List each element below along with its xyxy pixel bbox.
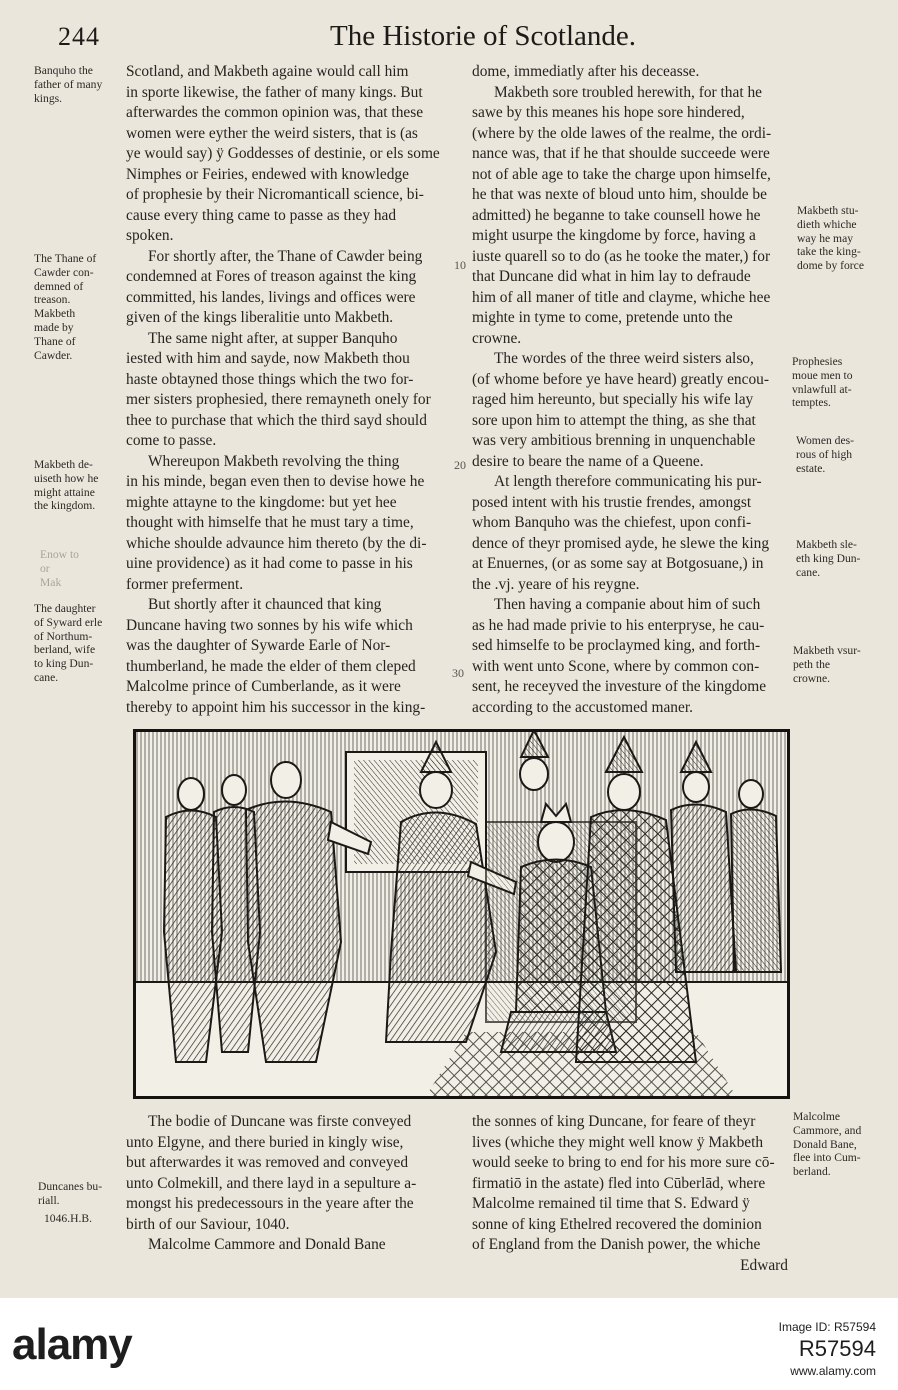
- text-line: Duncane having two sonnes by his wife which: [126, 616, 413, 634]
- text-line: unto Elgyne, and there buried in kingly wise,: [126, 1133, 404, 1151]
- text-line: mighte in tyme to come, pretende unto the: [472, 309, 733, 326]
- margin-note: Malcolme Cammore, and Donald Bane, flee into Cum- berland.: [793, 1110, 862, 1179]
- text-line: sawe by this meanes his hope sore hindered,: [472, 104, 745, 121]
- running-title: The Historie of Scotlande.: [330, 20, 637, 52]
- line-number: 30: [452, 666, 464, 680]
- margin-note: Makbeth sle- eth king Dun- cane.: [796, 538, 861, 579]
- alamy-logo: alamy: [12, 1320, 132, 1369]
- text-line: would seeke to bring to end for his more sure cō-: [472, 1154, 775, 1171]
- text-line: mighte attayne to the kingdome: but yet hee: [126, 493, 397, 511]
- text-line: committed, his landes, livings and offices were: [126, 288, 416, 306]
- text-line: iuste quarell so to do (as he tooke the mater,) for: [472, 247, 771, 265]
- text-line: given of the kings liberalitie unto Makbeth.: [126, 309, 394, 326]
- text-line: the .vj. yeare of his reygne.: [472, 575, 640, 593]
- text-line: For shortly after, the Thane of Cawder being: [148, 247, 423, 265]
- site-url: www.alamy.com: [790, 1364, 876, 1378]
- image-id-label: Image ID: R57594: [778, 1320, 876, 1334]
- text-line: at Enuernes, (or as some say at Botgosuane,) in: [472, 555, 764, 572]
- text-line: whom Banquho was the chiefest, upon confi-: [472, 514, 752, 531]
- line-number: 10: [454, 258, 466, 272]
- text-line: desire to beare the name of a Queene.: [472, 452, 704, 470]
- text-line: according to the accustomed maner.: [472, 698, 693, 716]
- text-column-right-top: [472, 62, 792, 718]
- text-line: ye would say) ÿ Goddesses of destinie, or els some: [126, 145, 440, 162]
- text-line: posed intent with his trustie frendes, amongst: [472, 493, 752, 511]
- text-line: uine providence) as it had come to passe in his: [126, 555, 413, 572]
- coronation-woodcut-image: [136, 732, 787, 1096]
- text-line: sed himselfe to be proclaymed king, and forth-: [472, 637, 761, 654]
- text-column-left-top: [126, 62, 452, 718]
- text-line: Malcolme prince of Cumberlande, as it were: [126, 678, 401, 695]
- text-line: might usurpe the kingdome by force, having a: [472, 227, 756, 244]
- text-line: thumberland, he made the elder of them cleped: [126, 657, 416, 675]
- text-line: (of whome before ye have heard) greatly encou-: [472, 370, 769, 388]
- text-line: mer sisters prophesied, there remayneth onely for: [126, 391, 431, 408]
- text-column-right-bottom: [472, 1112, 788, 1276]
- text-line: Nimphes or Feiries, endewed with knowledge: [126, 165, 409, 183]
- page-number: 244: [58, 22, 100, 51]
- text-column-left-bottom: [126, 1112, 446, 1256]
- text-line: he that was nexte of bloud unto him, shoulde be: [472, 186, 767, 203]
- text-line: with went unto Scone, where by common con-: [472, 657, 760, 675]
- text-line: Makbeth sore troubled herewith, for that he: [494, 83, 762, 101]
- text-line: in sporte likewise, the father of many kings. But: [126, 83, 423, 101]
- text-line: cause every thing came to passe as they had: [126, 206, 397, 224]
- text-line: was the daughter of Sywarde Earle of Nor-: [126, 637, 391, 654]
- margin-note: Makbeth vsur- peth the crowne.: [793, 644, 861, 685]
- text-line: unto Colmekill, and there layd in a sepulture a-: [126, 1174, 417, 1192]
- text-line: that Duncane did what in him lay to defraude: [472, 268, 751, 285]
- text-line: spoken.: [126, 227, 174, 244]
- image-id: R57594: [798, 1336, 876, 1361]
- margin-note: 1046.H.B.: [44, 1212, 92, 1225]
- text-line: lives (whiche they might well know ÿ Makbeth: [472, 1133, 764, 1151]
- text-line: afterwardes the common opinion was, that these: [126, 104, 424, 121]
- text-line: (where by the olde lawes of the realme, the ordi-: [472, 124, 772, 142]
- text-line: nance was, that if he that shoulde succeede were: [472, 145, 770, 162]
- text-line: dome, immediatly after his deceasse.: [472, 63, 700, 80]
- text-line: Malcolme remained til time that S. Edward ÿ: [472, 1195, 750, 1212]
- margin-note: Banquho the father of many kings.: [34, 64, 103, 105]
- text-line: admitted) he beganne to take counsell howe he: [472, 206, 761, 224]
- text-line: sore upon him to attempt the thing, as she that: [472, 411, 756, 429]
- margin-note: Prophesies moue men to vnlawfull at- temptes.: [792, 355, 853, 410]
- text-line: The wordes of the three weird sisters also,: [494, 350, 754, 367]
- text-line: the sonnes of king Duncane, for feare of theyr: [472, 1113, 756, 1130]
- text-line: birth of our Saviour, 1040.: [126, 1215, 290, 1233]
- text-line: of prophesie by their Nicromanticall science, bi-: [126, 186, 424, 203]
- text-line: women were eyther the weird sisters, that is (as: [126, 124, 418, 142]
- text-line: come to passe.: [126, 432, 217, 449]
- margin-note: The daughter of Syward erle of Northum- berland, wife to king Dun- cane.: [34, 602, 103, 684]
- text-line: thereby to appoint him his successor in the king-: [126, 698, 426, 716]
- text-line: iested with him and sayde, now Makbeth thou: [126, 350, 410, 367]
- text-line: haste obtayned those things which the two for-: [126, 370, 414, 388]
- text-line: Malcolme Cammore and Donald Bane: [148, 1236, 386, 1253]
- text-line: raged him hereunto, but specially his wife lay: [472, 391, 754, 408]
- text-line: At length therefore communicating his pur-: [494, 473, 762, 490]
- text-line: sent, he receyved the investure of the kingdome: [472, 678, 767, 695]
- text-line: condemned at Fores of treason against the king: [126, 268, 417, 285]
- text-line: The same night after, at supper Banquho: [148, 329, 398, 347]
- text-line: was very ambitious brenning in unquenchable: [472, 432, 756, 449]
- text-line: crowne.: [472, 329, 522, 347]
- text-line: But shortly after it chaunced that king: [148, 596, 382, 613]
- margin-note: Makbeth de- uiseth how he might attaine the kingdom.: [34, 458, 99, 513]
- text-line: firmatiō in the astate) fled into Cūberlād, where: [472, 1174, 766, 1192]
- line-number: 20: [454, 458, 466, 472]
- text-line: Whereupon Makbeth revolving the thing: [148, 452, 400, 470]
- text-line: The bodie of Duncane was firste conveyed: [148, 1113, 412, 1130]
- text-line: but afterwardes it was removed and conveyed: [126, 1154, 409, 1171]
- text-line: dence of theyr promised ayde, he slewe the king: [472, 534, 770, 552]
- text-line: mongst his predecessours in the yeare after the: [126, 1195, 414, 1212]
- text-line: in his minde, began even then to devise howe he: [126, 473, 425, 490]
- text-line: thought with himselfe that he must tary a time,: [126, 514, 414, 531]
- text-line: him of all maner of title and clayme, whiche hee: [472, 288, 771, 306]
- text-line: not of able age to take the charge upon himselfe,: [472, 165, 771, 183]
- margin-note: Women des- rous of high estate.: [796, 434, 854, 475]
- text-line: former preferment.: [126, 575, 244, 593]
- margin-note: The Thane of Cawder con- demned of treason. Makbeth made by Thane of Cawder.: [34, 252, 97, 362]
- text-line: Then having a companie about him of such: [494, 596, 761, 613]
- text-line: as he had made privie to his enterpryse, he cau-: [472, 616, 765, 634]
- text-line: of England from the Danish power, the whiche: [472, 1236, 761, 1253]
- text-line: sonne of king Ethelred recovered the dominion: [472, 1215, 762, 1233]
- text-line: thee to purchase that which the third sayd should: [126, 411, 427, 429]
- text-line: Scotland, and Makbeth againe would call him: [126, 63, 409, 80]
- margin-note: Enow to or Mak: [40, 548, 79, 589]
- margin-note: Duncanes bu- riall.: [38, 1180, 103, 1207]
- catchword: Edward: [740, 1256, 788, 1274]
- stock-footer: [0, 1298, 898, 1390]
- text-line: whiche shoulde advaunce him thereto (by the di-: [126, 534, 427, 552]
- woodcut-illustration: [133, 729, 790, 1099]
- margin-note: Makbeth stu- dieth whiche way he may take the king- dome by force: [797, 204, 864, 273]
